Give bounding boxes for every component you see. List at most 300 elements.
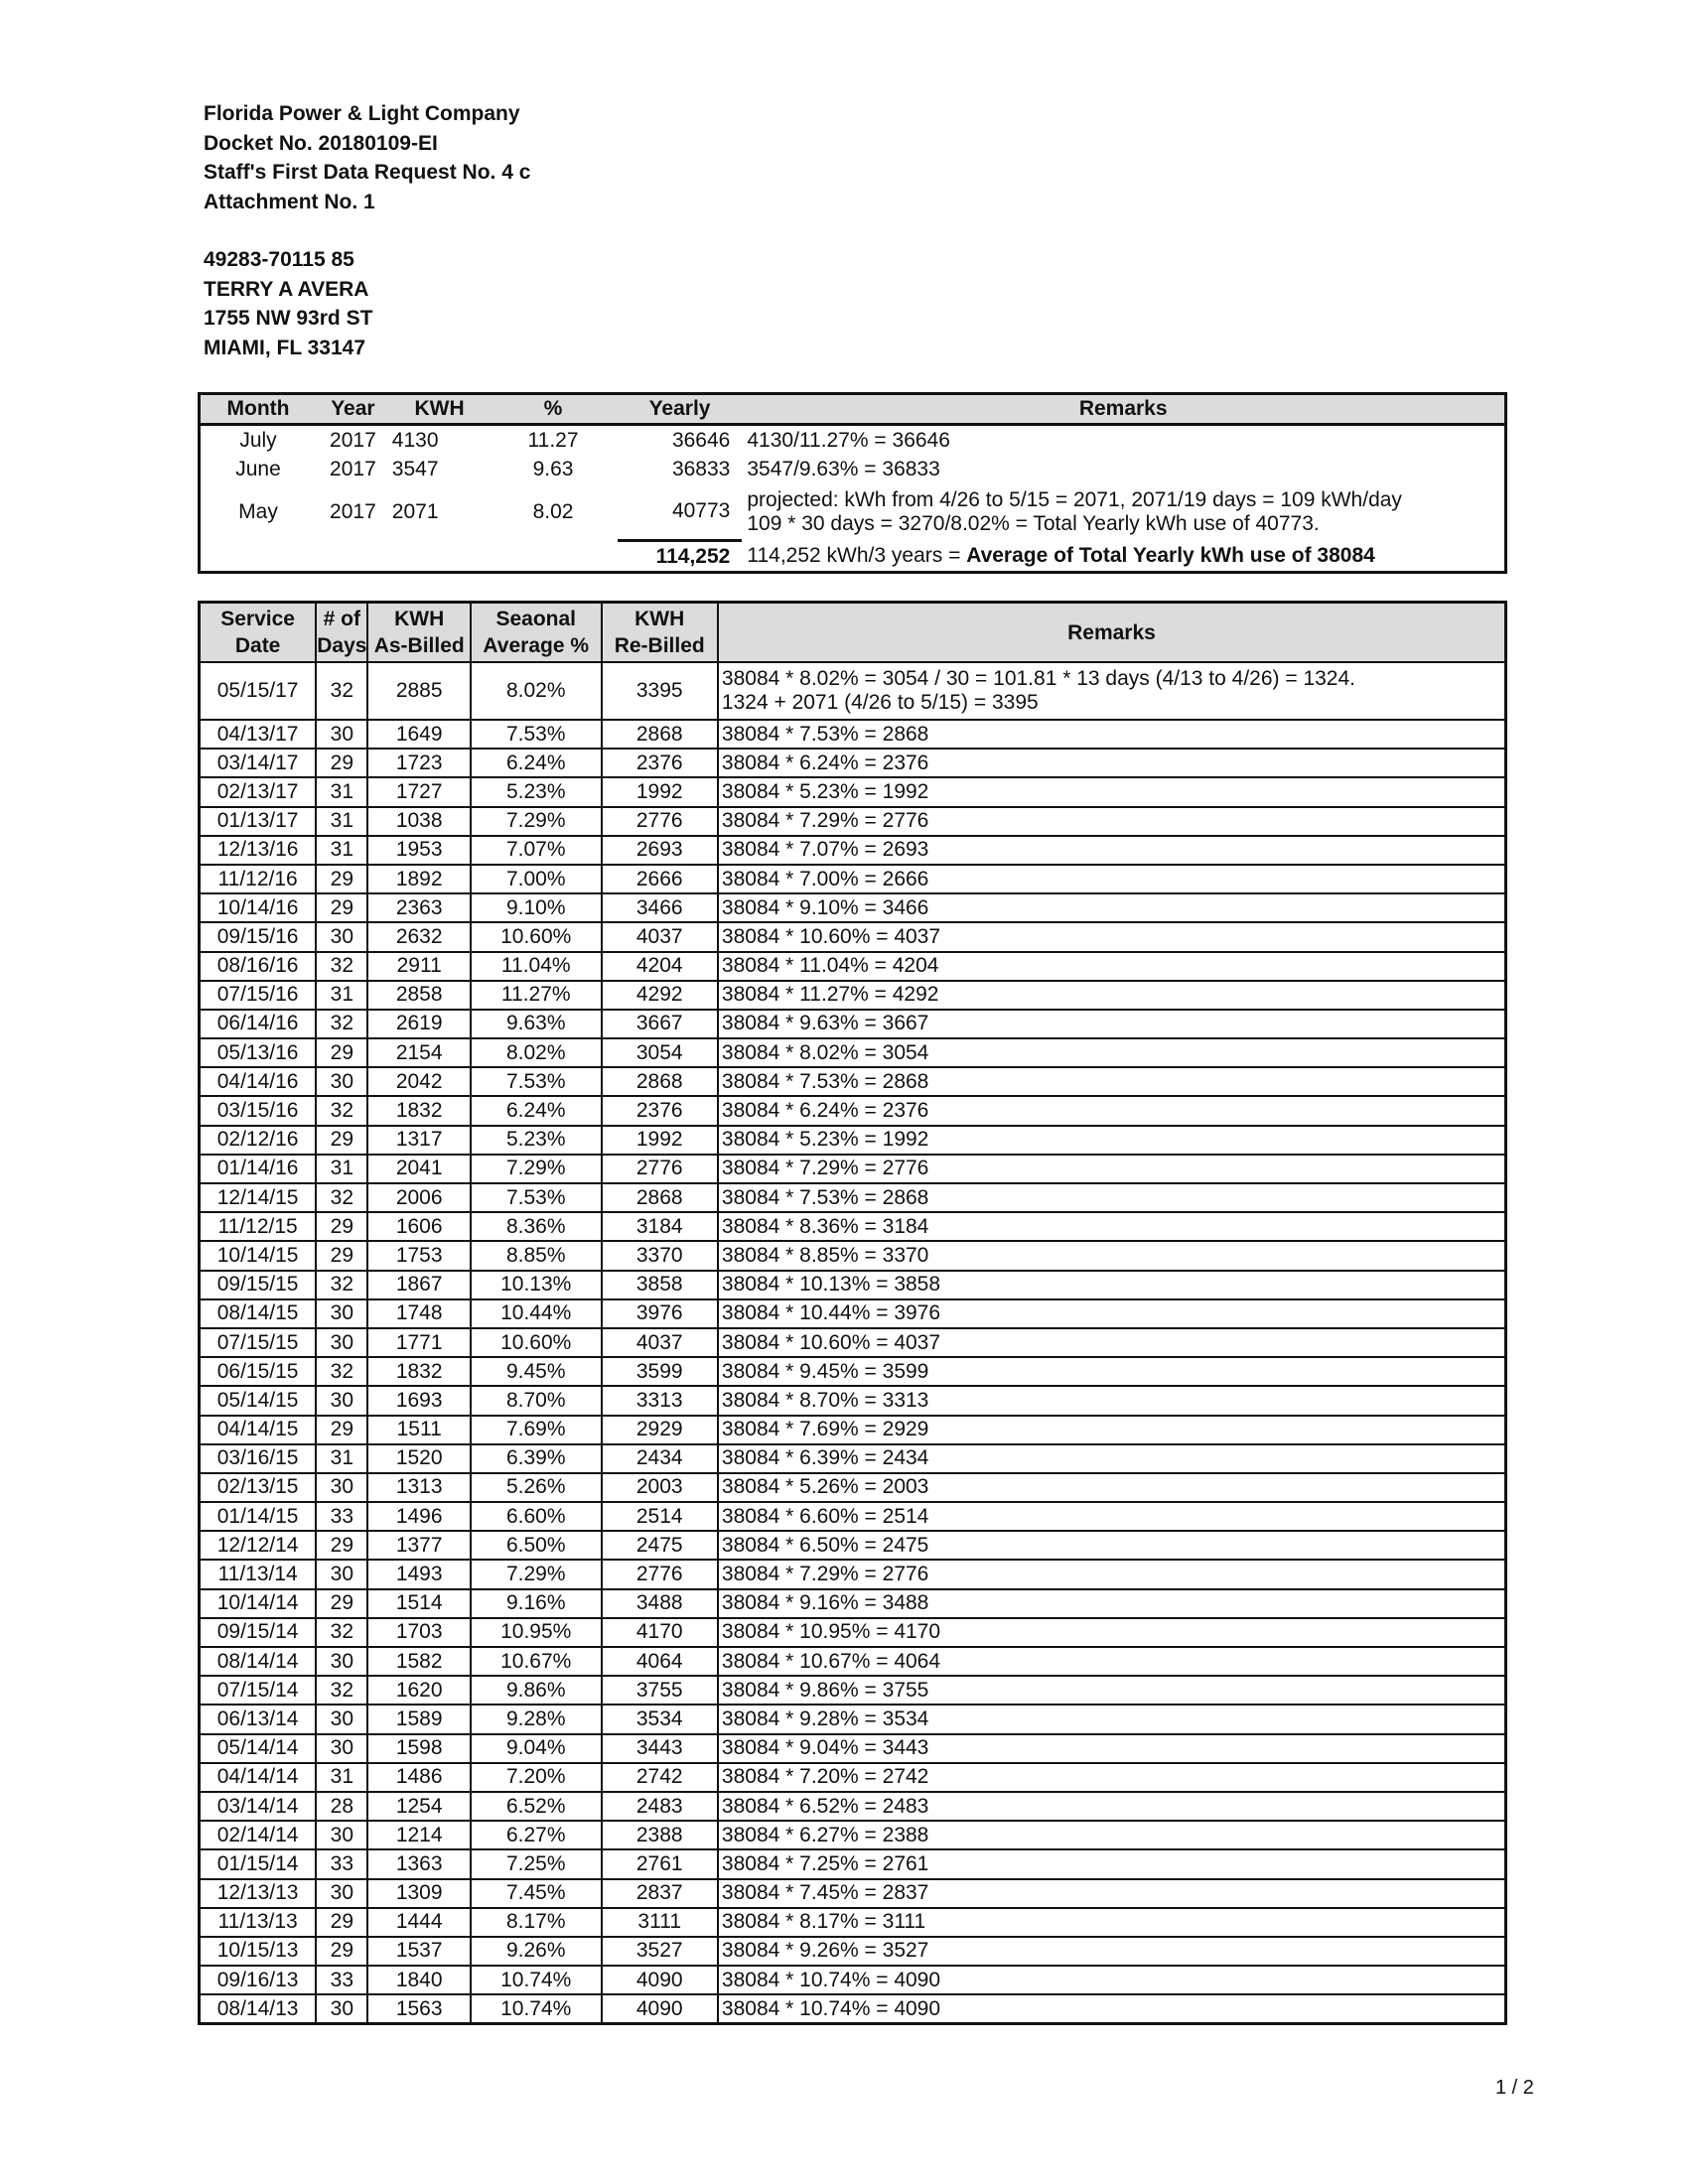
billing-remark bbox=[718, 893, 1506, 922]
billing-kwh-rebilled: 4204 bbox=[602, 952, 718, 981]
billing-date: 02/14/14 bbox=[200, 1821, 317, 1849]
billing-remark bbox=[718, 922, 1506, 951]
billing-remark bbox=[718, 1328, 1506, 1357]
billing-remark-line1: 38084 * 10.13% = 3858 bbox=[721, 1273, 941, 1297]
billing-header-line2: Average % bbox=[483, 634, 590, 657]
billing-days: 32 bbox=[316, 1183, 367, 1212]
billing-days: 31 bbox=[316, 1444, 367, 1473]
billing-remark-line1: 38084 * 9.10% = 3466 bbox=[721, 895, 929, 919]
billing-seasonal-average: 6.24% bbox=[471, 749, 602, 777]
billing-kwh-billed: 2632 bbox=[367, 922, 471, 951]
billing-kwh-billed: 2619 bbox=[367, 1010, 471, 1038]
billing-kwh-billed: 1589 bbox=[367, 1705, 471, 1733]
billing-seasonal-average: 10.60% bbox=[471, 922, 602, 951]
billing-kwh-rebilled: 2868 bbox=[602, 720, 718, 749]
billing-kwh-billed: 1748 bbox=[367, 1299, 471, 1328]
billing-days: 33 bbox=[316, 1502, 367, 1531]
billing-date: 08/14/15 bbox=[200, 1299, 317, 1328]
summary-total-remark-prefix: 114,252 kWh/3 years = bbox=[747, 543, 967, 567]
billing-remark-line1: 38084 * 8.17% = 3111 bbox=[721, 1910, 926, 1934]
summary-header-kwh: KWH bbox=[390, 394, 490, 425]
billing-seasonal-average: 7.00% bbox=[471, 865, 602, 893]
billing-seasonal-average: 7.25% bbox=[471, 1849, 602, 1878]
billing-remark-line1: 38084 * 11.04% = 4204 bbox=[721, 954, 939, 978]
billing-days: 32 bbox=[316, 662, 367, 720]
billing-kwh-billed: 1606 bbox=[367, 1212, 471, 1241]
billing-kwh-billed: 1313 bbox=[367, 1473, 471, 1502]
billing-days: 33 bbox=[316, 1849, 367, 1878]
billing-date: 01/15/14 bbox=[200, 1849, 317, 1878]
billing-row bbox=[200, 1126, 1506, 1155]
billing-days: 30 bbox=[316, 1821, 367, 1849]
billing-row bbox=[200, 893, 1506, 922]
billing-date: 11/12/15 bbox=[200, 1212, 317, 1241]
billing-remark-line1: 38084 * 6.39% = 2434 bbox=[721, 1446, 929, 1470]
summary-remark-line2: 109 * 30 days = 3270/8.02% = Total Yearly kWh use of 40773. bbox=[747, 511, 1320, 535]
billing-remark-line1: 38084 * 6.50% = 2475 bbox=[721, 1533, 929, 1557]
billing-days: 29 bbox=[316, 1241, 367, 1270]
billing-days: 29 bbox=[316, 1212, 367, 1241]
billing-seasonal-average: 10.44% bbox=[471, 1299, 602, 1328]
billing-kwh-rebilled: 4037 bbox=[602, 922, 718, 951]
billing-row bbox=[200, 1502, 1506, 1531]
billing-seasonal-average: 10.60% bbox=[471, 1328, 602, 1357]
billing-remark-line1: 38084 * 7.20% = 2742 bbox=[721, 1765, 929, 1789]
header-gap bbox=[204, 216, 530, 245]
billing-remark bbox=[718, 1821, 1506, 1849]
billing-remark bbox=[718, 1416, 1506, 1444]
billing-kwh-billed: 1377 bbox=[367, 1531, 471, 1560]
billing-date: 10/14/15 bbox=[200, 1241, 317, 1270]
billing-header-row bbox=[200, 603, 1506, 663]
billing-kwh-billed: 1214 bbox=[367, 1821, 471, 1849]
summary-month: July bbox=[239, 428, 277, 452]
billing-days: 31 bbox=[316, 777, 367, 806]
summary-year: 2017 bbox=[330, 499, 376, 523]
billing-kwh-billed: 1444 bbox=[367, 1908, 471, 1937]
billing-header-line1: KWH bbox=[634, 608, 685, 630]
billing-days: 30 bbox=[316, 1067, 367, 1096]
billing-remark bbox=[718, 1241, 1506, 1270]
billing-remark-line1: 38084 * 5.23% = 1992 bbox=[721, 779, 929, 803]
billing-remark-line1: 38084 * 5.23% = 1992 bbox=[721, 1128, 929, 1152]
billing-kwh-rebilled: 2776 bbox=[602, 1155, 718, 1183]
billing-remark bbox=[718, 1126, 1506, 1155]
billing-date: 03/15/16 bbox=[200, 1096, 317, 1125]
billing-seasonal-average: 9.10% bbox=[471, 893, 602, 922]
billing-row bbox=[200, 777, 1506, 806]
billing-days: 29 bbox=[316, 1038, 367, 1067]
billing-kwh-rebilled: 3527 bbox=[602, 1937, 718, 1966]
summary-row bbox=[200, 455, 1506, 483]
billing-remark-line1: 38084 * 7.29% = 2776 bbox=[721, 809, 929, 833]
billing-date: 06/13/14 bbox=[200, 1705, 317, 1733]
billing-remark bbox=[718, 1386, 1506, 1415]
billing-remark bbox=[718, 1038, 1506, 1067]
billing-date: 09/15/16 bbox=[200, 922, 317, 951]
billing-kwh-rebilled: 1992 bbox=[602, 1126, 718, 1155]
billing-row bbox=[200, 1994, 1506, 2024]
billing-kwh-rebilled: 2003 bbox=[602, 1473, 718, 1502]
billing-row bbox=[200, 1792, 1506, 1821]
billing-remark-line2: 1324 + 2071 (4/26 to 5/15) = 3395 bbox=[721, 691, 1039, 714]
billing-days: 33 bbox=[316, 1966, 367, 1994]
billing-remark bbox=[718, 952, 1506, 981]
summary-remark bbox=[742, 425, 1505, 456]
billing-remark-line1: 38084 * 6.52% = 2483 bbox=[721, 1794, 929, 1818]
billing-seasonal-average: 7.45% bbox=[471, 1879, 602, 1908]
billing-seasonal-average: 7.53% bbox=[471, 1067, 602, 1096]
summary-yearly: 36646 bbox=[671, 428, 731, 452]
billing-kwh-rebilled: 2868 bbox=[602, 1067, 718, 1096]
billing-header-kwh-billed bbox=[367, 603, 471, 663]
summary-empty-cell bbox=[316, 541, 390, 573]
billing-seasonal-average: 9.63% bbox=[471, 1010, 602, 1038]
billing-header-remarks bbox=[718, 603, 1506, 663]
billing-seasonal-average: 8.36% bbox=[471, 1212, 602, 1241]
billing-kwh-billed: 1520 bbox=[367, 1444, 471, 1473]
billing-row bbox=[200, 1531, 1506, 1560]
summary-header-yearly: Yearly bbox=[618, 394, 743, 425]
summary-total: 114,252 bbox=[618, 541, 743, 573]
billing-kwh-rebilled: 2776 bbox=[602, 1560, 718, 1588]
billing-date: 11/13/14 bbox=[200, 1560, 317, 1588]
billing-kwh-billed: 2154 bbox=[367, 1038, 471, 1067]
billing-date: 05/13/16 bbox=[200, 1038, 317, 1067]
billing-kwh-billed: 2885 bbox=[367, 662, 471, 720]
customer-street: 1755 NW 93rd ST bbox=[204, 307, 373, 330]
billing-row bbox=[200, 1589, 1506, 1618]
billing-seasonal-average: 9.04% bbox=[471, 1734, 602, 1763]
billing-row bbox=[200, 749, 1506, 777]
billing-row bbox=[200, 1038, 1506, 1067]
billing-row bbox=[200, 1155, 1506, 1183]
billing-row bbox=[200, 1241, 1506, 1270]
billing-remark-line1: 38084 * 7.69% = 2929 bbox=[721, 1418, 929, 1441]
company-name: Florida Power & Light Company bbox=[204, 102, 520, 125]
billing-seasonal-average: 9.45% bbox=[471, 1357, 602, 1386]
billing-header-kwh-rebilled bbox=[602, 603, 718, 663]
billing-date: 03/14/17 bbox=[200, 749, 317, 777]
billing-kwh-rebilled: 2475 bbox=[602, 1531, 718, 1560]
billing-kwh-rebilled: 2868 bbox=[602, 1183, 718, 1212]
summary-header-remarks: Remarks bbox=[742, 394, 1505, 425]
billing-row bbox=[200, 1560, 1506, 1588]
billing-seasonal-average: 10.74% bbox=[471, 1994, 602, 2024]
summary-yearly: 40773 bbox=[671, 499, 731, 522]
billing-kwh-billed: 1840 bbox=[367, 1966, 471, 1994]
billing-header-seasonal-average bbox=[471, 603, 602, 663]
summary-pct: 9.63 bbox=[532, 457, 574, 480]
billing-seasonal-average: 11.27% bbox=[471, 981, 602, 1010]
billing-row bbox=[200, 922, 1506, 951]
billing-seasonal-average: 10.67% bbox=[471, 1647, 602, 1676]
billing-remark bbox=[718, 1792, 1506, 1821]
billing-remark-line1: 38084 * 10.74% = 4090 bbox=[721, 1968, 941, 1991]
billing-date: 06/14/16 bbox=[200, 1010, 317, 1038]
billing-days: 29 bbox=[316, 749, 367, 777]
billing-remark bbox=[718, 1763, 1506, 1792]
billing-remark-line1: 38084 * 7.53% = 2868 bbox=[721, 1185, 929, 1209]
billing-remark-line1: 38084 * 10.67% = 4064 bbox=[721, 1649, 941, 1673]
billing-row bbox=[200, 1821, 1506, 1849]
billing-date: 02/12/16 bbox=[200, 1126, 317, 1155]
billing-kwh-rebilled: 3313 bbox=[602, 1386, 718, 1415]
attachment-number: Attachment No. 1 bbox=[204, 190, 375, 213]
billing-row bbox=[200, 1444, 1506, 1473]
billing-kwh-rebilled: 3370 bbox=[602, 1241, 718, 1270]
billing-seasonal-average: 8.02% bbox=[471, 662, 602, 720]
billing-kwh-rebilled: 3599 bbox=[602, 1357, 718, 1386]
billing-row bbox=[200, 1908, 1506, 1937]
billing-row bbox=[200, 1096, 1506, 1125]
billing-header-days bbox=[316, 603, 367, 663]
billing-remark bbox=[718, 1096, 1506, 1125]
billing-kwh-billed: 1317 bbox=[367, 1126, 471, 1155]
billing-kwh-billed: 1620 bbox=[367, 1676, 471, 1705]
billing-days: 30 bbox=[316, 1299, 367, 1328]
summary-body bbox=[200, 425, 1506, 573]
billing-date: 05/15/17 bbox=[200, 662, 317, 720]
billing-kwh-billed: 2042 bbox=[367, 1067, 471, 1096]
billing-kwh-billed: 1953 bbox=[367, 836, 471, 865]
billing-date: 02/13/15 bbox=[200, 1473, 317, 1502]
customer-city: MIAMI, FL 33147 bbox=[204, 336, 365, 359]
billing-remark-line1: 38084 * 8.02% = 3054 / 30 = 101.81 * 13 days (4/13 to 4/26) = 1324. bbox=[721, 667, 1356, 690]
billing-kwh-billed: 1582 bbox=[367, 1647, 471, 1676]
billing-days: 29 bbox=[316, 1126, 367, 1155]
billing-kwh-rebilled: 4064 bbox=[602, 1647, 718, 1676]
billing-seasonal-average: 8.70% bbox=[471, 1386, 602, 1415]
billing-date: 10/14/16 bbox=[200, 893, 317, 922]
billing-remark-line1: 38084 * 11.27% = 4292 bbox=[721, 983, 939, 1007]
summary-yearly: 36833 bbox=[671, 457, 731, 480]
billing-remark bbox=[718, 1734, 1506, 1763]
billing-kwh-rebilled: 2376 bbox=[602, 749, 718, 777]
billing-date: 09/15/14 bbox=[200, 1618, 317, 1647]
billing-kwh-billed: 2041 bbox=[367, 1155, 471, 1183]
billing-seasonal-average: 7.20% bbox=[471, 1763, 602, 1792]
billing-seasonal-average: 7.53% bbox=[471, 1183, 602, 1212]
billing-kwh-billed: 1486 bbox=[367, 1763, 471, 1792]
billing-kwh-rebilled: 3488 bbox=[602, 1589, 718, 1618]
billing-days: 32 bbox=[316, 1096, 367, 1125]
summary-year: 2017 bbox=[330, 457, 376, 480]
billing-kwh-billed: 1563 bbox=[367, 1994, 471, 2024]
billing-remark-line1: 38084 * 7.25% = 2761 bbox=[721, 1851, 929, 1875]
billing-seasonal-average: 10.13% bbox=[471, 1271, 602, 1299]
billing-kwh-rebilled: 3755 bbox=[602, 1676, 718, 1705]
billing-date: 12/14/15 bbox=[200, 1183, 317, 1212]
billing-row bbox=[200, 1386, 1506, 1415]
billing-seasonal-average: 6.50% bbox=[471, 1531, 602, 1560]
billing-remark bbox=[718, 1067, 1506, 1096]
billing-remark bbox=[718, 1589, 1506, 1618]
billing-date: 08/16/16 bbox=[200, 952, 317, 981]
billing-row bbox=[200, 1937, 1506, 1966]
document-header bbox=[204, 99, 530, 362]
billing-kwh-rebilled: 3184 bbox=[602, 1212, 718, 1241]
summary-total-row bbox=[200, 541, 1506, 573]
billing-days: 31 bbox=[316, 1155, 367, 1183]
billing-date: 02/13/17 bbox=[200, 777, 317, 806]
summary-remark bbox=[742, 455, 1505, 483]
billing-kwh-rebilled: 2693 bbox=[602, 836, 718, 865]
billing-seasonal-average: 8.85% bbox=[471, 1241, 602, 1270]
summary-header-pct: % bbox=[489, 394, 617, 425]
billing-days: 31 bbox=[316, 1763, 367, 1792]
billing-kwh-rebilled: 2929 bbox=[602, 1416, 718, 1444]
billing-row bbox=[200, 865, 1506, 893]
billing-header-line2: Re-Billed bbox=[614, 634, 705, 657]
summary-empty-cell bbox=[489, 541, 617, 573]
billing-remark bbox=[718, 1531, 1506, 1560]
billing-kwh-billed: 2858 bbox=[367, 981, 471, 1010]
billing-row bbox=[200, 807, 1506, 836]
billing-kwh-rebilled: 4090 bbox=[602, 1994, 718, 2024]
account-number: 49283-70115 85 bbox=[204, 248, 354, 271]
billing-kwh-rebilled: 3443 bbox=[602, 1734, 718, 1763]
billing-kwh-billed: 1598 bbox=[367, 1734, 471, 1763]
billing-header-service-date bbox=[200, 603, 317, 663]
billing-table bbox=[198, 601, 1507, 2025]
summary-total-remark-bold: Average of Total Yearly kWh use of 38084 bbox=[966, 543, 1375, 567]
billing-days: 29 bbox=[316, 865, 367, 893]
billing-kwh-billed: 1363 bbox=[367, 1849, 471, 1878]
page-number: 1 / 2 bbox=[1495, 2077, 1534, 2099]
billing-seasonal-average: 7.29% bbox=[471, 1560, 602, 1588]
billing-remark-line1: 38084 * 9.45% = 3599 bbox=[721, 1359, 929, 1383]
billing-days: 30 bbox=[316, 922, 367, 951]
summary-kwh: 3547 bbox=[391, 457, 439, 480]
billing-remark bbox=[718, 1010, 1506, 1038]
billing-kwh-billed: 2911 bbox=[367, 952, 471, 981]
billing-seasonal-average: 5.26% bbox=[471, 1473, 602, 1502]
billing-date: 11/12/16 bbox=[200, 865, 317, 893]
billing-kwh-rebilled: 3111 bbox=[602, 1908, 718, 1937]
billing-remark bbox=[718, 1473, 1506, 1502]
billing-remark bbox=[718, 1212, 1506, 1241]
billing-kwh-billed: 1537 bbox=[367, 1937, 471, 1966]
billing-remark-line1: 38084 * 9.86% = 3755 bbox=[721, 1678, 929, 1702]
billing-days: 31 bbox=[316, 836, 367, 865]
billing-remark-line1: 38084 * 9.04% = 3443 bbox=[721, 1736, 929, 1760]
billing-kwh-rebilled: 3466 bbox=[602, 893, 718, 922]
billing-kwh-rebilled: 1992 bbox=[602, 777, 718, 806]
billing-remark bbox=[718, 1502, 1506, 1531]
billing-row bbox=[200, 1618, 1506, 1647]
billing-days: 30 bbox=[316, 1328, 367, 1357]
billing-kwh-rebilled: 2514 bbox=[602, 1502, 718, 1531]
billing-date: 05/14/15 bbox=[200, 1386, 317, 1415]
billing-seasonal-average: 10.74% bbox=[471, 1966, 602, 1994]
billing-seasonal-average: 8.02% bbox=[471, 1038, 602, 1067]
billing-remark bbox=[718, 1271, 1506, 1299]
billing-header-line2: Days bbox=[317, 634, 367, 657]
customer-name: TERRY A AVERA bbox=[204, 277, 369, 301]
billing-days: 29 bbox=[316, 1531, 367, 1560]
billing-kwh-rebilled: 2742 bbox=[602, 1763, 718, 1792]
summary-empty-cell bbox=[200, 541, 317, 573]
billing-days: 31 bbox=[316, 981, 367, 1010]
summary-remark bbox=[742, 483, 1505, 541]
billing-remark bbox=[718, 1299, 1506, 1328]
summary-kwh: 2071 bbox=[391, 499, 439, 523]
billing-days: 29 bbox=[316, 1416, 367, 1444]
billing-kwh-rebilled: 4292 bbox=[602, 981, 718, 1010]
billing-remark-line1: 38084 * 9.63% = 3667 bbox=[721, 1012, 929, 1035]
billing-date: 06/15/15 bbox=[200, 1357, 317, 1386]
billing-kwh-rebilled: 2376 bbox=[602, 1096, 718, 1125]
billing-remark-line1: 38084 * 8.02% = 3054 bbox=[721, 1040, 929, 1064]
billing-row bbox=[200, 1966, 1506, 1994]
billing-seasonal-average: 11.04% bbox=[471, 952, 602, 981]
billing-days: 29 bbox=[316, 893, 367, 922]
billing-remark-line1: 38084 * 6.27% = 2388 bbox=[721, 1823, 929, 1846]
billing-date: 07/15/16 bbox=[200, 981, 317, 1010]
billing-kwh-rebilled: 3534 bbox=[602, 1705, 718, 1733]
billing-date: 08/14/14 bbox=[200, 1647, 317, 1676]
billing-row bbox=[200, 1271, 1506, 1299]
billing-row bbox=[200, 662, 1506, 720]
billing-kwh-billed: 1649 bbox=[367, 720, 471, 749]
summary-pct: 11.27 bbox=[527, 428, 579, 452]
billing-kwh-rebilled: 3054 bbox=[602, 1038, 718, 1067]
billing-remark bbox=[718, 1849, 1506, 1878]
billing-remark bbox=[718, 1908, 1506, 1937]
billing-days: 31 bbox=[316, 807, 367, 836]
billing-remark-line1: 38084 * 6.24% = 2376 bbox=[721, 1099, 929, 1123]
billing-seasonal-average: 7.69% bbox=[471, 1416, 602, 1444]
billing-remark bbox=[718, 720, 1506, 749]
billing-kwh-rebilled: 2761 bbox=[602, 1849, 718, 1878]
billing-seasonal-average: 9.26% bbox=[471, 1937, 602, 1966]
billing-date: 10/14/14 bbox=[200, 1589, 317, 1618]
billing-remark-line1: 38084 * 7.45% = 2837 bbox=[721, 1881, 929, 1905]
billing-date: 04/13/17 bbox=[200, 720, 317, 749]
billing-remark-line1: 38084 * 9.28% = 3534 bbox=[721, 1706, 929, 1730]
billing-remark bbox=[718, 1357, 1506, 1386]
summary-header-month: Month bbox=[200, 394, 317, 425]
billing-kwh-billed: 1309 bbox=[367, 1879, 471, 1908]
billing-kwh-billed: 1493 bbox=[367, 1560, 471, 1588]
billing-seasonal-average: 9.86% bbox=[471, 1676, 602, 1705]
billing-seasonal-average: 10.95% bbox=[471, 1618, 602, 1647]
billing-row bbox=[200, 1067, 1506, 1096]
summary-kwh: 4130 bbox=[391, 428, 439, 452]
billing-date: 03/16/15 bbox=[200, 1444, 317, 1473]
billing-date: 12/13/16 bbox=[200, 836, 317, 865]
billing-date: 12/13/13 bbox=[200, 1879, 317, 1908]
billing-kwh-rebilled: 2483 bbox=[602, 1792, 718, 1821]
billing-remark-line1: 38084 * 5.26% = 2003 bbox=[721, 1475, 929, 1499]
billing-kwh-rebilled: 4170 bbox=[602, 1618, 718, 1647]
billing-days: 29 bbox=[316, 1908, 367, 1937]
billing-remark bbox=[718, 777, 1506, 806]
summary-row bbox=[200, 483, 1506, 541]
billing-kwh-rebilled: 3858 bbox=[602, 1271, 718, 1299]
billing-remark-line1: 38084 * 8.85% = 3370 bbox=[721, 1243, 929, 1267]
billing-date: 05/14/14 bbox=[200, 1734, 317, 1763]
billing-row bbox=[200, 952, 1506, 981]
billing-header-line2: As-Billed bbox=[373, 634, 465, 657]
billing-kwh-billed: 1038 bbox=[367, 807, 471, 836]
billing-days: 30 bbox=[316, 1560, 367, 1588]
billing-date: 10/15/13 bbox=[200, 1937, 317, 1966]
billing-days: 28 bbox=[316, 1792, 367, 1821]
billing-seasonal-average: 6.24% bbox=[471, 1096, 602, 1125]
billing-days: 30 bbox=[316, 720, 367, 749]
